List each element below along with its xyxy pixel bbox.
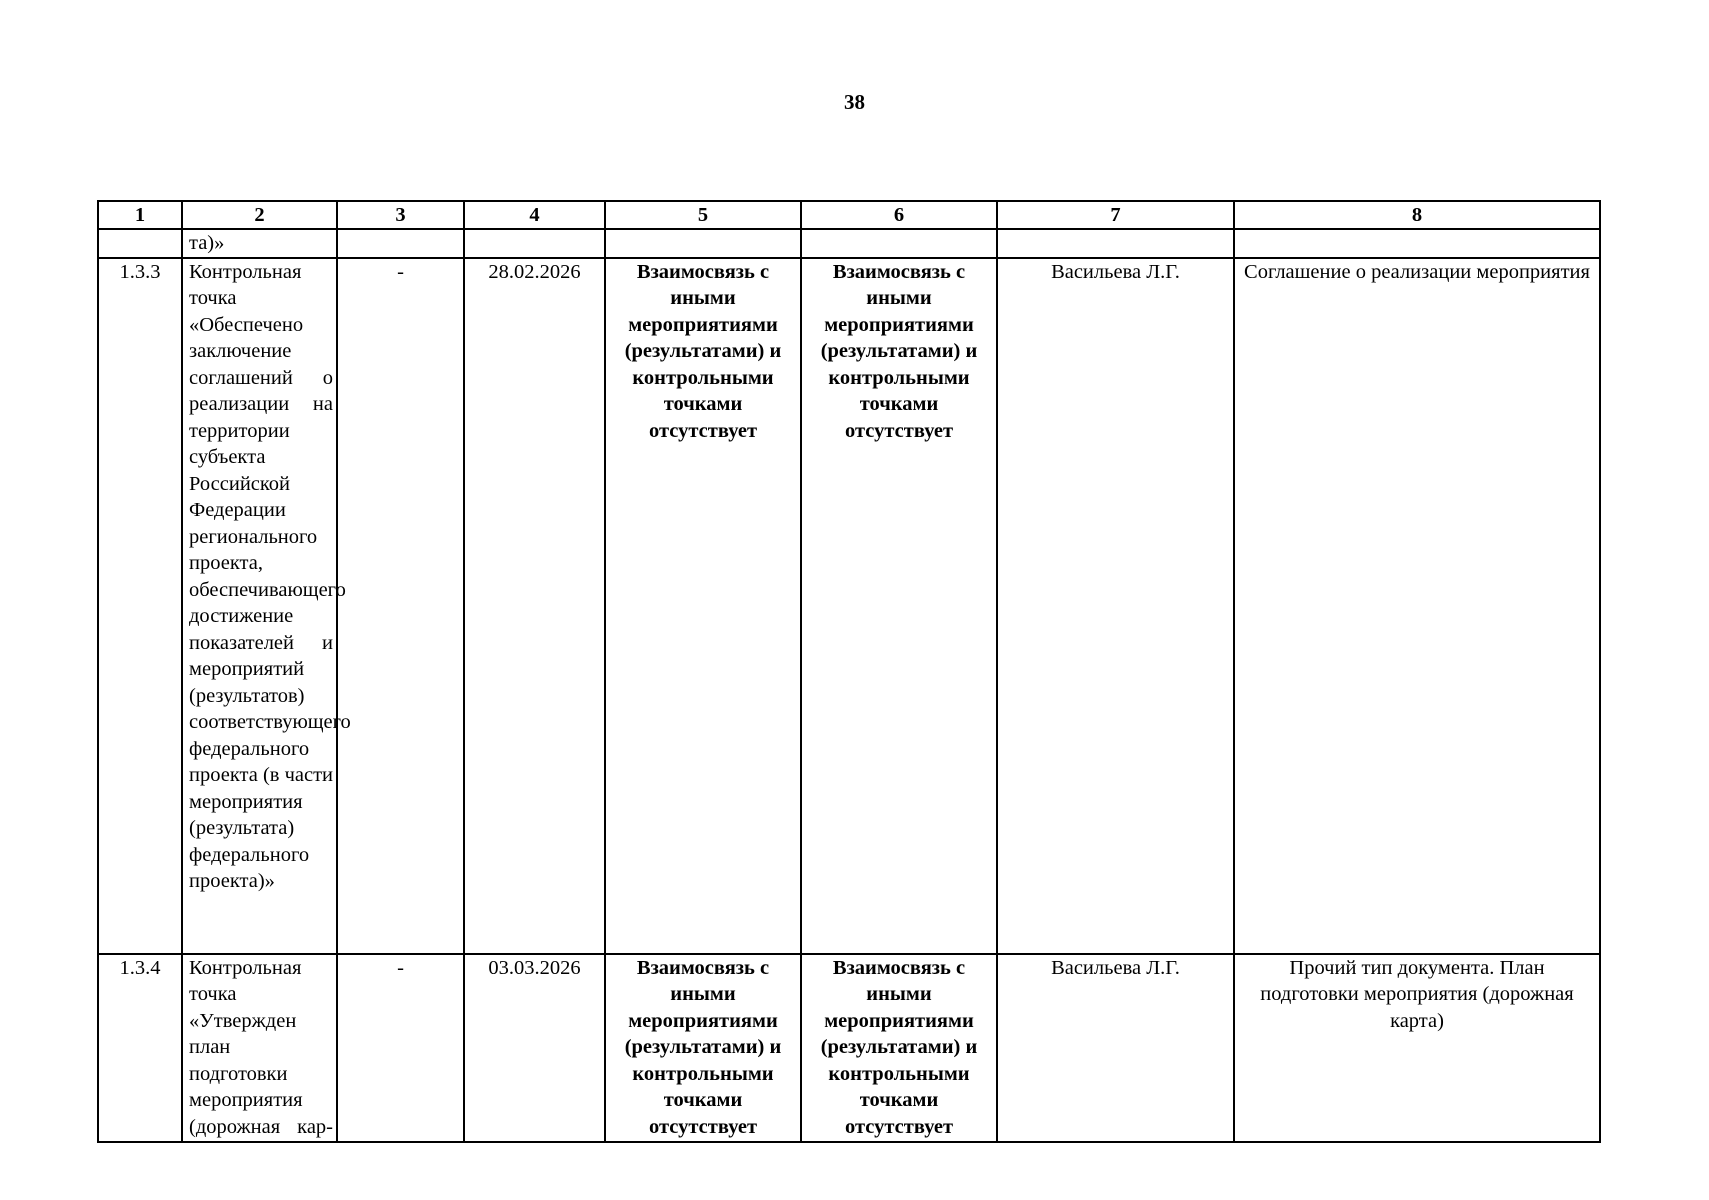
row-number: 1.3.4 (98, 954, 182, 1142)
responsible-person: Васильева Л.Г. (997, 258, 1234, 954)
column-number-row (98, 201, 1600, 229)
responsible-person: Васильева Л.Г. (997, 954, 1234, 1142)
column-number: 1 (98, 201, 182, 229)
control-point-name: Контрольная точка «Утвержден план подготовки мероприятия (дорожная кар- (182, 954, 337, 1142)
table-cell (464, 229, 605, 258)
table-cell (997, 229, 1234, 258)
table-row (98, 258, 1600, 954)
table-row (98, 954, 1600, 1142)
table-cell (1234, 229, 1600, 258)
predecessor-relation: Взаимосвязь с иными мероприятиями (результатами) и контрольными точками отсутствует (605, 258, 801, 954)
previous-point: - (337, 258, 464, 954)
page-number: 38 (844, 90, 865, 114)
column-number: 6 (801, 201, 997, 229)
column-number: 4 (464, 201, 605, 229)
column-number: 8 (1234, 201, 1600, 229)
continuation-row (98, 229, 1600, 258)
control-points-table (97, 200, 1601, 1143)
document-type: Прочий тип документа. План подготовки мероприятия (дорожная карта) (1234, 954, 1600, 1142)
column-number: 3 (337, 201, 464, 229)
column-number: 2 (182, 201, 337, 229)
table-cell (801, 229, 997, 258)
column-number: 5 (605, 201, 801, 229)
previous-point: - (337, 954, 464, 1142)
continuation-text: та)» (182, 229, 337, 258)
column-number: 7 (997, 201, 1234, 229)
due-date: 03.03.2026 (464, 954, 605, 1142)
table-cell (605, 229, 801, 258)
successor-relation: Взаимосвязь с иными мероприятиями (результатами) и контрольными точками отсутствует (801, 954, 997, 1142)
predecessor-relation: Взаимосвязь с иными мероприятиями (результатами) и контрольными точками отсутствует (605, 954, 801, 1142)
control-point-name: Контрольная точка «Обеспечено заключение соглашений о реализации на территории субъекта Российской Федерации регионального проекта, обеспечивающего достижение показателей и мероприятий (результатов) соответствующего федерального проекта (в части мероприятия (результата) федерального проекта)» (182, 258, 337, 954)
due-date: 28.02.2026 (464, 258, 605, 954)
document-type: Соглашение о реализации мероприятия (1234, 258, 1600, 954)
table-cell (98, 229, 182, 258)
row-number: 1.3.3 (98, 258, 182, 954)
successor-relation: Взаимосвязь с иными мероприятиями (результатами) и контрольными точками отсутствует (801, 258, 997, 954)
table-cell (337, 229, 464, 258)
